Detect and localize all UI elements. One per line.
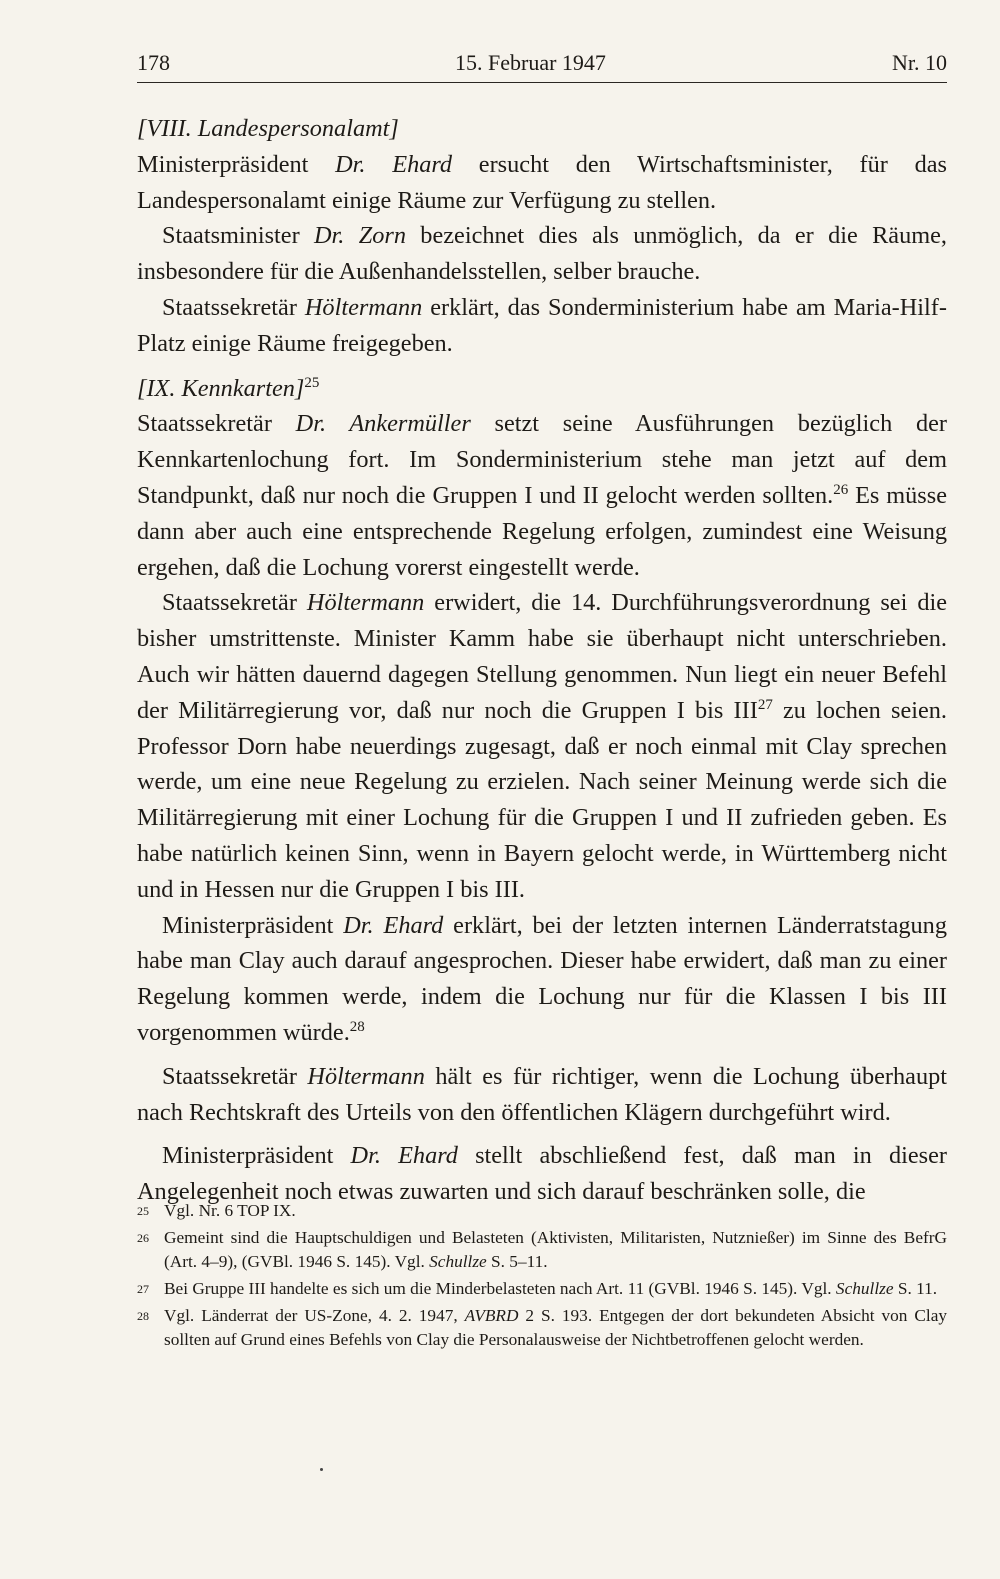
main-text — [137, 111, 947, 1210]
footnote: 27 Bei Gruppe III handelte es sich um die Minderbelasteten nach Art. 11 (GVBl. 1946 S. 145). Vgl. Schullze S. 11. — [137, 1277, 947, 1301]
footnote-ref: 26 — [833, 481, 849, 498]
footnotes — [137, 1199, 947, 1355]
stray-mark — [320, 1468, 323, 1471]
page-number: 178 — [137, 50, 170, 75]
paragraph: Ministerpräsident Dr. Ehard erklärt, bei der letzten internen Länderratstagung habe man Clay auch darauf angesprochen. Dieser habe erwidert, daß man zu einer Regelung kommen werde, indem die Lochung nur für die Klassen I bis III vorgenommen würde.$^{28}$ — [137, 911, 947, 1046]
running-header — [137, 46, 947, 83]
paragraph: Staatsminister Dr. Zorn bezeichnet dies als unmöglich, da er die Räume, insbesondere für die Außenhandelsstellen, selber brauche. — [137, 222, 947, 286]
paragraph: Ministerpräsident Dr. Ehard ersucht den Wirtschaftsminister, für das Landespersonalamt einige Räume zur Verfügung zu stellen. — [137, 150, 947, 214]
footnote-number: 27 — [137, 1282, 149, 1296]
paragraph: Staatssekretär Höltermann erklärt, das Sonderministerium habe am Maria-Hilf-Platz einige Räume freigegeben. — [137, 293, 947, 357]
section-heading-ix: [IX. Kennkarten]$^{25}$ — [137, 374, 320, 402]
section-heading-viii: [VIII. Landespersonalamt] — [137, 115, 399, 142]
paragraph: Staatssekretär Höltermann hält es für richtiger, wenn die Lochung überhaupt nach Rechtskraft des Urteils von den öffentlichen Klägern durchgeführt wird. — [137, 1062, 947, 1126]
footnote-number: 26 — [137, 1231, 149, 1245]
footnote-ref: 28 — [349, 1018, 365, 1035]
paragraph: Staatssekretär Dr. Ankermüller setzt seine Ausführungen bezüglich der Kennkartenlochung fort. Im Sonderministerium stehe man jetzt auf dem Standpunkt, daß nur noch die Gruppen I und II gelocht werden sollten.$^{26}$ Es müsse dann aber auch eine entsprechende Regelung erfolgen, zumindest eine Weisung ergehen, daß die Lochung vorerst eingestellt werde. — [137, 410, 947, 581]
footnote-ref: 25 — [304, 374, 320, 391]
footnote: 26 Gemeint sind die Hauptschuldigen und Belasteten (Aktivisten, Militaristen, Nutznießer) im Sinne des BefrG (Art. 4–9), (GVBl. 1946 S. 145). Vgl. Schullze S. 5–11. — [137, 1228, 947, 1271]
paragraph: Ministerpräsident Dr. Ehard stellt abschließend fest, daß man in dieser Angelegenheit noch etwas zuwarten und sich darauf beschränken solle, die — [137, 1142, 947, 1206]
footnote: 28 Vgl. Länderrat der US-Zone, 4. 2. 1947, AVBRD 2 S. 193. Entgegen der dort bekundeten Absicht von Clay sollten auf Grund eines Befehls von Clay die Personalausweise der Nichtbetroffenen gelocht werden. — [137, 1306, 948, 1349]
footnote: 25 Vgl. Nr. 6 TOP IX. — [137, 1199, 947, 1223]
paragraph: Staatssekretär Höltermann erwidert, die 14. Durchführungsverordnung sei die bisher umstrittenste. Minister Kamm habe sie überhaupt nicht unterschrieben. Auch wir hätten dauernd dagegen Stellung genommen. Nun liegt ein neuer Befehl der Militärregierung vor, daß nur noch die Gruppen I bis III$^{27}$ zu lochen seien. Professor Dorn habe neuerdings zugesagt, daß er noch einmal mit Clay sprechen werde, um eine neue Regelung zu erzielen. Nach seiner Meinung werde sich die Militärregierung mit einer Lochung für die Gruppen I und II zufrieden geben. Es habe natürlich keinen Sinn, wenn in Bayern gelocht werde, in Württemberg nicht und in Hessen nur die Gruppen I bis III. — [137, 589, 947, 903]
document-number: Nr. 10 — [892, 50, 947, 75]
footnote-number: 28 — [137, 1309, 149, 1323]
footnote-ref: 27 — [757, 696, 773, 713]
header-date: 15. Februar 1947 — [455, 50, 606, 75]
footnote-number: 25 — [137, 1204, 149, 1218]
